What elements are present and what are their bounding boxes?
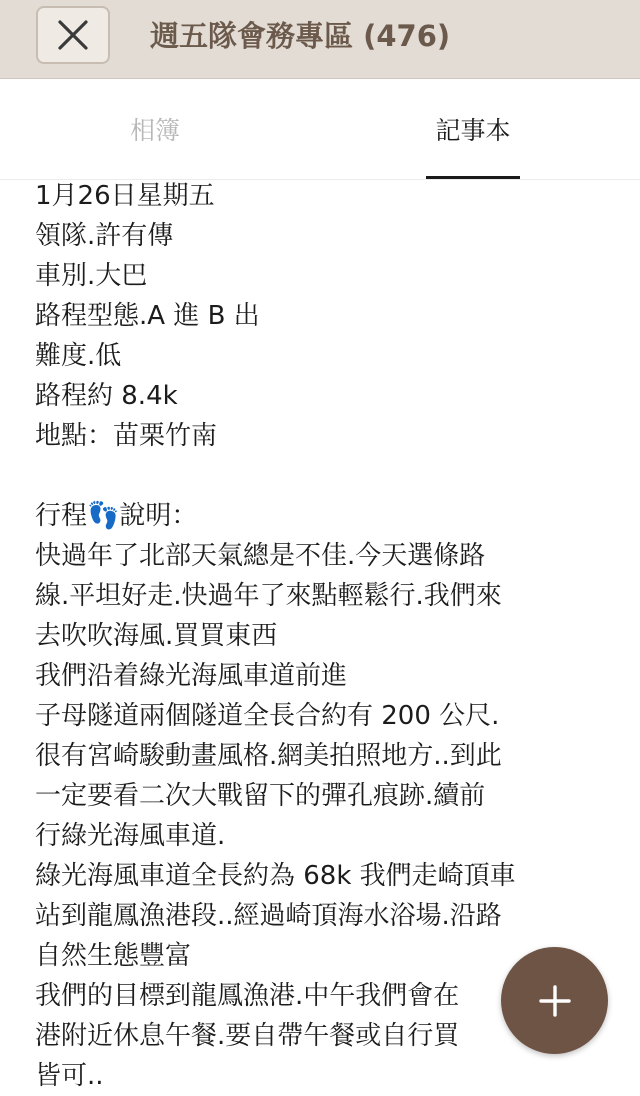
note-line: 線.平坦好走.快過年了來點輕鬆行.我們來 — [35, 581, 502, 611]
note-line: 難度.低 — [35, 341, 122, 371]
tab-bar — [0, 79, 640, 180]
note-line: 綠光海風車道全長約為 68k 我們走崎頂車 — [35, 861, 516, 891]
note-line: 行綠光海風車道. — [35, 821, 226, 851]
note-line: 1月26日星期五 — [35, 181, 215, 211]
note-line: 我們的目標到龍鳳漁港.中午我們會在 — [35, 981, 460, 1011]
note-line: 港附近休息午餐.要自帶午餐或自行買 — [35, 1021, 460, 1051]
note-line: 皆可.. — [35, 1061, 104, 1091]
tab-notes[interactable]: 記事本 — [435, 116, 511, 145]
note-line: 車別.大巴 — [35, 261, 148, 291]
add-button[interactable] — [501, 947, 608, 1054]
note-line: 我們沿着綠光海風車道前進 — [35, 661, 348, 691]
close-button[interactable] — [36, 6, 110, 64]
note-line: 快過年了北部天氣總是不佳.今天選條路 — [35, 541, 486, 571]
note-line: 去吹吹海風.買買東西 — [35, 621, 278, 651]
note-line: 很有宮崎駿動畫風格.網美拍照地方..到此 — [35, 741, 502, 771]
note-line: 領隊.許有傳 — [35, 221, 174, 251]
note-blank-line — [35, 456, 595, 496]
note-line: 自然生態豐富 — [35, 941, 192, 971]
tab-album[interactable]: 相簿 — [129, 116, 180, 145]
note-line: 路程型態.A 進 B 出 — [35, 301, 260, 331]
note-line: 子母隧道兩個隧道全長合約有 200 公尺. — [35, 701, 500, 731]
note-line: 地點：苗栗竹南 — [35, 421, 218, 451]
note-line: 站到龍鳳漁港段..經過崎頂海水浴場.沿路 — [35, 901, 502, 931]
note-content — [35, 176, 595, 1096]
top-bar — [0, 0, 640, 79]
close-icon — [56, 18, 90, 52]
note-line: 路程約 8.4k — [35, 381, 178, 411]
note-line: 一定要看二次大戰留下的彈孔痕跡.續前 — [35, 781, 486, 811]
page-title: 週五隊會務專區 (476) — [150, 19, 451, 53]
plus-icon — [538, 984, 572, 1018]
note-line: 行程👣說明： — [35, 501, 198, 531]
